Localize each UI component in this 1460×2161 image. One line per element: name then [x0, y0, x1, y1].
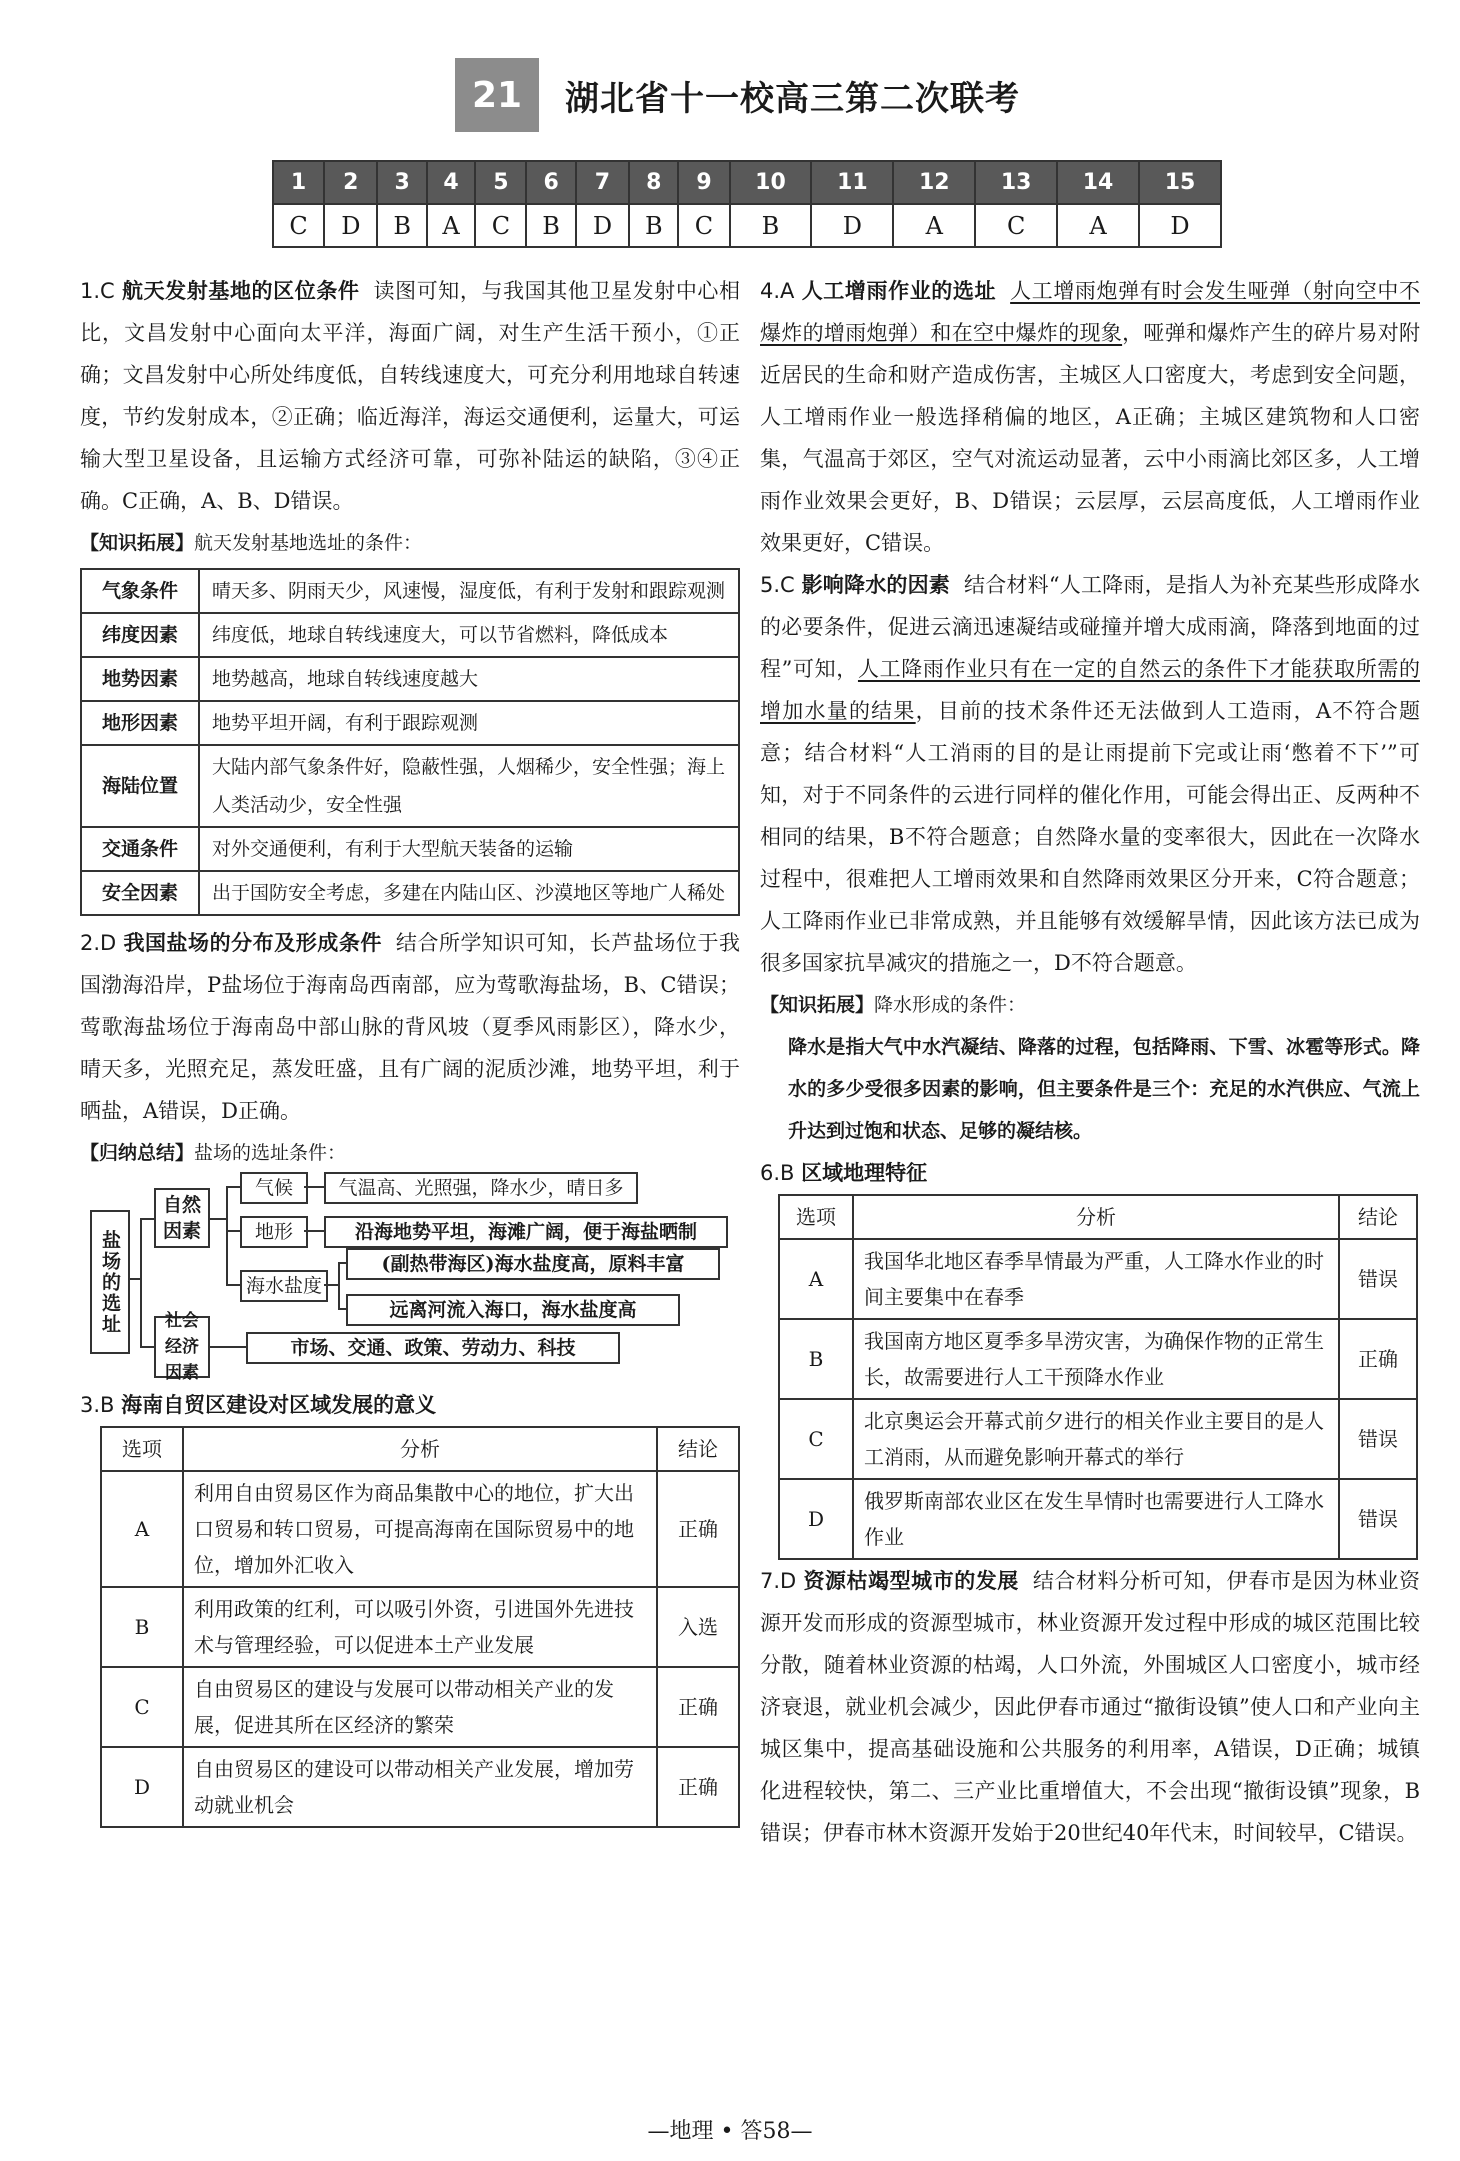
answer-cell: C	[475, 204, 526, 247]
connector-line	[128, 1278, 140, 1280]
result-cell: 错误	[1339, 1479, 1417, 1559]
answer-key-table	[272, 160, 1222, 248]
analysis-cell: 北京奥运会开幕式前夕进行的相关作业主要目的是人工消雨，从而避免影响开幕式的举行	[853, 1399, 1339, 1479]
question-number-cell: 5	[475, 161, 526, 204]
desc-cell: 地势平坦开阔，有利于跟踪观测	[199, 701, 739, 745]
q5-body-1: 结合材料“人工降雨，是指人为补充某些形成降水的必要条件，促进云滴迅速凝结或碰撞并增大成雨滴，降落到地面的过程”可知，	[760, 573, 1421, 681]
table-row	[81, 613, 739, 657]
analysis-cell: 利用自由贸易区作为商品集散中心的地位，扩大出口贸易和转口贸易，可提高海南在国际贸易中的地位，增加外汇收入	[183, 1471, 657, 1587]
q3-explanation	[80, 1384, 740, 1426]
factor-cell: 地势因素	[81, 657, 199, 701]
q7-label: 7.D	[760, 1569, 797, 1593]
q7-topic: 资源枯竭型城市的发展	[803, 1569, 1019, 1593]
desc-cell: 出于国防安全考虑，多建在内陆山区、沙漠地区等地广人稀处	[199, 871, 739, 915]
table-row	[81, 657, 739, 701]
result-cell: 正确	[657, 1471, 739, 1587]
q5-extension-body: 降水是指大气中水汽凝结、降落的过程，包括降雨、下雪、冰雹等形式。降水的多少受很多因素的影响，但主要条件是三个：充足的水汽供应、气流上升达到过饱和状态、足够的凝结核。	[788, 1036, 1420, 1142]
desc-cell: 纬度低，地球自转线速度大，可以节省燃料，降低成本	[199, 613, 739, 657]
table-row	[779, 1399, 1417, 1479]
connector-line	[226, 1186, 228, 1286]
q5-extension-heading	[760, 984, 1420, 1026]
factor-cell: 安全因素	[81, 871, 199, 915]
table-row	[779, 1479, 1417, 1559]
table-header-row	[779, 1195, 1417, 1239]
option-cell: B	[779, 1319, 853, 1399]
answer-cell: D	[811, 204, 893, 247]
social-desc-box: 市场、交通、政策、劳动力、科技	[246, 1332, 620, 1364]
q3-label: 3.B	[80, 1393, 115, 1417]
q2-label: 2.D	[80, 931, 117, 955]
question-number-cell: 3	[377, 161, 426, 204]
connector-line	[140, 1218, 142, 1346]
question-number-cell: 15	[1139, 161, 1221, 204]
factor-cell: 纬度因素	[81, 613, 199, 657]
option-cell: D	[779, 1479, 853, 1559]
terrain-desc-box: 沿海地势平坦，海滩广阔，便于海盐晒制	[324, 1216, 728, 1248]
question-number-cell: 2	[324, 161, 377, 204]
q2-summary-heading	[80, 1132, 740, 1174]
answer-cell: C	[975, 204, 1057, 247]
q6-analysis-table	[778, 1194, 1418, 1560]
q5-explanation	[760, 564, 1420, 984]
q5-underlined-text: 人工降雨作业只有在一定的自然云的条件下才能获取所需的增加水量的结果	[760, 657, 1420, 723]
result-cell: 错误	[1339, 1239, 1417, 1319]
result-cell: 入选	[657, 1587, 739, 1667]
table-row	[101, 1747, 739, 1827]
header-cell-analysis: 分析	[183, 1427, 657, 1471]
factor-cell: 交通条件	[81, 827, 199, 871]
result-cell: 错误	[1339, 1399, 1417, 1479]
arrow-line	[210, 1346, 246, 1348]
knowledge-extension-tag: 【知识拓展】	[760, 994, 875, 1016]
q2-topic: 我国盐场的分布及形成条件	[123, 931, 382, 955]
question-number-cell: 4	[427, 161, 476, 204]
arrow-line	[324, 1284, 338, 1286]
q1-body: 读图可知，与我国其他卫星发射中心相比，文昌发射中心面向太平洋，海面广阔，对生产生活干预小，①正确；文昌发射中心所处纬度低，自转线速度大，可充分利用地球自转速度，节约发射成本，②正确；临近海洋，海运交通便利，运量大，可运输大型卫星设备，且运输方式经济可靠，可弥补陆运的缺陷，③④正确。C正确，A、B、D错误。	[80, 279, 741, 513]
answer-key-answers-row	[273, 204, 1221, 247]
table-header-row	[101, 1427, 739, 1471]
q6-topic: 区域地理特征	[801, 1161, 928, 1185]
result-cell: 正确	[657, 1667, 739, 1747]
question-number-cell: 14	[1057, 161, 1139, 204]
q4-label: 4.A	[760, 279, 795, 303]
q6-label: 6.B	[760, 1161, 795, 1185]
answer-cell: A	[893, 204, 975, 247]
arrow-line	[338, 1308, 346, 1310]
desc-cell: 大陆内部气象条件好，隐蔽性强，人烟稀少，安全性强；海上人类活动少，安全性强	[199, 745, 739, 827]
question-number-cell: 11	[811, 161, 893, 204]
analysis-cell: 利用政策的红利，可以吸引外资，引进国外先进技术与管理经验，可以促进本土产业发展	[183, 1587, 657, 1667]
analysis-cell: 俄罗斯南部农业区在发生旱情时也需要进行人工降水作业	[853, 1479, 1339, 1559]
q4-topic: 人工增雨作业的选址	[801, 279, 997, 303]
analysis-cell: 自由贸易区的建设与发展可以带动相关产业的发展，促进其所在区经济的繁荣	[183, 1667, 657, 1747]
table-row	[81, 871, 739, 915]
summary-title: 盐场的选址条件：	[194, 1142, 347, 1164]
desc-cell: 晴天多、阴雨天少，风速慢，湿度低，有利于发射和跟踪观测	[199, 569, 739, 613]
answer-cell: B	[377, 204, 426, 247]
q6-explanation	[760, 1152, 1420, 1194]
factor-cell: 地形因素	[81, 701, 199, 745]
arrow-line	[304, 1230, 324, 1232]
connector-line	[210, 1218, 226, 1220]
question-number-cell: 12	[893, 161, 975, 204]
answer-key-numbers-row	[273, 161, 1221, 204]
factor-cell: 气象条件	[81, 569, 199, 613]
result-cell: 正确	[1339, 1319, 1417, 1399]
q3-topic: 海南自贸区建设对区域发展的意义	[121, 1393, 437, 1417]
climate-desc-box: 气温高、光照强，降水少，晴日多	[324, 1172, 638, 1204]
launch-site-conditions-table	[80, 568, 740, 916]
q1-label: 1.C	[80, 279, 115, 303]
q7-body: 结合材料分析可知，伊春市是因为林业资源开发而形成的资源型城市，林业资源开发过程中形成的城区范围比较分散，随着林业资源的枯竭，人口外流，外围城区人口密度小，城市经济衰退，就业机会减少，因此伊春市通过“撤街设镇”使人口和产业向主城区集中，提高基础设施和公共服务的利用率，A错误，D正确；城镇化进程较快，第二、三产业比重增值大，不会出现“撤街设镇”现象，B错误；伊春市林木资源开发始于20世纪40年代末，时间较早，C错误。	[760, 1569, 1420, 1845]
option-cell: D	[101, 1747, 183, 1827]
q1-topic: 航天发射基地的区位条件	[121, 279, 360, 303]
answer-cell: C	[678, 204, 729, 247]
connector-line	[226, 1186, 240, 1188]
q4-body: ，哑弹和爆炸产生的碎片易对附近居民的生命和财产造成伤害，主城区人口密度大，考虑到安全问题，人工增雨作业一般选择稍偏的地区，A正确；主城区建筑物和人口密集，气温高于郊区，空气对流运动显著，云中小雨滴比郊区多，人工增雨作业效果会更好，B、D错误；云层厚，云层高度低，人工增雨作业效果更好，C错误。	[760, 321, 1421, 555]
q1-extension-heading	[80, 522, 740, 564]
analysis-cell: 我国南方地区夏季多旱涝灾害，为确保作物的正常生长，故需要进行人工干预降水作业	[853, 1319, 1339, 1399]
q2-body: 结合所学知识可知，长芦盐场位于我国渤海沿岸，P盐场位于海南岛西南部，应为莺歌海盐场，B、C错误；莺歌海盐场位于海南岛中部山脉的背风坡（夏季风雨影区），降水少，晴天多，光照充足，蒸发旺盛，且有广阔的泥质沙滩，地势平坦，利于晒盐，A错误，D正确。	[80, 931, 740, 1123]
option-cell: B	[101, 1587, 183, 1667]
table-row	[101, 1471, 739, 1587]
analysis-cell: 自由贸易区的建设可以带动相关产业发展，增加劳动就业机会	[183, 1747, 657, 1827]
arrow-line	[338, 1262, 346, 1264]
knowledge-extension-title: 降水形成的条件：	[874, 994, 1027, 1016]
question-number-cell: 7	[576, 161, 629, 204]
option-cell: A	[101, 1471, 183, 1587]
salinity-desc-box-1: (副热带海区)海水盐度高，原料丰富	[346, 1248, 720, 1280]
left-column	[80, 270, 740, 1828]
answer-cell: A	[1057, 204, 1139, 247]
page-header	[455, 58, 1020, 132]
page-title: 湖北省十一校高三第二次联考	[565, 78, 1020, 119]
answer-cell: D	[576, 204, 629, 247]
table-row	[81, 701, 739, 745]
table-row	[779, 1239, 1417, 1319]
table-row	[101, 1667, 739, 1747]
option-cell: A	[779, 1239, 853, 1319]
table-row	[81, 569, 739, 613]
question-number-cell: 6	[526, 161, 575, 204]
table-row	[779, 1319, 1417, 1399]
header-cell-option: 选项	[101, 1427, 183, 1471]
answer-cell: B	[730, 204, 812, 247]
q4-explanation	[760, 270, 1420, 564]
question-number-cell: 1	[273, 161, 324, 204]
answer-cell: B	[629, 204, 678, 247]
answer-cell: D	[1139, 204, 1221, 247]
knowledge-extension-tag: 【知识拓展】	[80, 532, 195, 554]
q7-explanation	[760, 1560, 1420, 1854]
arrow-line	[304, 1186, 324, 1188]
q2-explanation	[80, 922, 740, 1132]
right-column	[760, 270, 1420, 1854]
question-number-cell: 13	[975, 161, 1057, 204]
question-number-cell: 8	[629, 161, 678, 204]
table-row	[81, 745, 739, 827]
connector-line	[226, 1284, 240, 1286]
factor-cell: 海陆位置	[81, 745, 199, 827]
connector-line	[140, 1346, 154, 1348]
paper-number-badge: 21	[455, 58, 539, 132]
salt-field-diagram	[80, 1177, 740, 1383]
diagram-root-box: 盐场的选址	[90, 1210, 130, 1354]
question-number-cell: 10	[730, 161, 812, 204]
header-cell-result: 结论	[657, 1427, 739, 1471]
salinity-box: 海水盐度	[240, 1270, 328, 1302]
q4-underlined-text: 人工增雨炮弹有时会发生哑弹（射向空中不爆炸的增雨炮弹）和在空中爆炸的现象	[760, 279, 1420, 345]
q5-topic: 影响降水的因素	[801, 573, 951, 597]
option-cell: C	[101, 1667, 183, 1747]
answer-cell: A	[427, 204, 476, 247]
natural-factors-box: 自然因素	[154, 1188, 210, 1248]
connector-line	[226, 1230, 240, 1232]
table-row	[81, 827, 739, 871]
header-cell-result: 结论	[1339, 1195, 1417, 1239]
q1-explanation	[80, 270, 740, 522]
climate-box: 气候	[240, 1172, 308, 1204]
desc-cell: 对外交通便利，有利于大型航天装备的运输	[199, 827, 739, 871]
header-cell-analysis: 分析	[853, 1195, 1339, 1239]
q5-label: 5.C	[760, 573, 795, 597]
result-cell: 正确	[657, 1747, 739, 1827]
answer-cell: D	[324, 204, 377, 247]
q5-body-2: ，目前的技术条件还无法做到人工造雨，A不符合题意；结合材料“人工消雨的目的是让雨提前下完或让雨‘憋着不下’”可知，对于不同条件的云进行同样的催化作用，可能会得出正、反两种不相同的结果，B不符合题意；自然降水量的变率很大，因此在一次降水过程中，很难把人工增雨效果和自然降雨效果区分开来，C符合题意；人工降雨作业已非常成熟，并且能够有效缓解旱情，因此该方法已成为很多国家抗旱减灾的措施之一，D不符合题意。	[760, 699, 1420, 975]
summary-tag: 【归纳总结】	[80, 1142, 195, 1164]
terrain-box: 地形	[240, 1216, 308, 1248]
q3-analysis-table	[100, 1426, 740, 1828]
analysis-cell: 我国华北地区春季旱情最为严重，人工降水作业的时间主要集中在春季	[853, 1239, 1339, 1319]
salinity-desc-box-2: 远离河流入海口，海水盐度高	[346, 1294, 680, 1326]
connector-line	[140, 1218, 154, 1220]
option-cell: C	[779, 1399, 853, 1479]
answer-cell: C	[273, 204, 324, 247]
header-cell-option: 选项	[779, 1195, 853, 1239]
question-number-cell: 9	[678, 161, 729, 204]
knowledge-extension-title: 航天发射基地选址的条件：	[194, 532, 423, 554]
table-row	[101, 1587, 739, 1667]
social-factors-box: 社会经济因素	[154, 1316, 210, 1378]
connector-line	[338, 1262, 340, 1310]
page-footer: —地理 • 答58—	[647, 2119, 813, 2144]
desc-cell: 地势越高，地球自转线速度越大	[199, 657, 739, 701]
answer-cell: B	[526, 204, 575, 247]
